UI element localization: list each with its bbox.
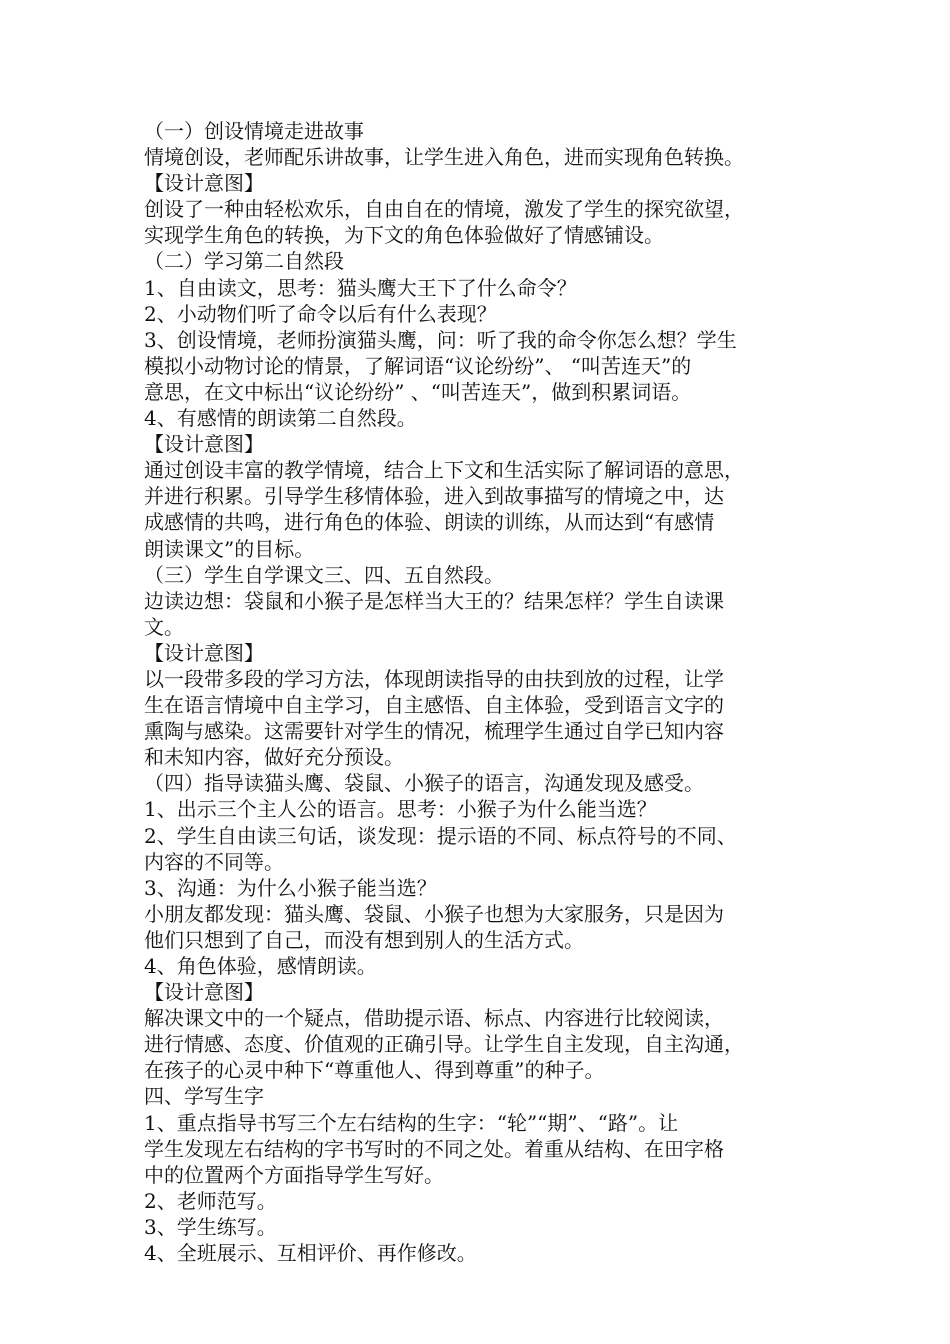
list-item: 4、角色体验，感情朗读。 bbox=[144, 954, 377, 978]
section-heading: （一）创设情境走进故事 bbox=[144, 119, 364, 143]
paragraph-line: 实现学生角色的转换，为下文的角色体验做好了情感铺设。 bbox=[144, 223, 664, 248]
list-item: 2、学生自由读三句话，谈发现：提示语的不同、标点符号的不同、 bbox=[144, 823, 737, 848]
section-heading: （二）学习第二自然段 bbox=[144, 249, 344, 274]
paragraph-line: 创设了一种由轻松欢乐，自由自在的情境，激发了学生的探究欲望， bbox=[144, 197, 744, 222]
paragraph-line: 以一段带多段的学习方法，体现朗读指导的由扶到放的过程，让学 bbox=[144, 666, 724, 691]
list-item: 2、老师范写。 bbox=[144, 1188, 277, 1213]
section-heading: （三）学生自学课文三、四、五自然段。 bbox=[144, 562, 504, 587]
paragraph-line: 并进行积累。引导学生移情体验，进入到故事描写的情境之中，达 bbox=[144, 484, 724, 509]
paragraph-line: 进行情感、态度、价值观的正确引导。让学生自主发现，自主沟通， bbox=[144, 1032, 744, 1057]
paragraph-line: 学生发现左右结构的字书写时的不同之处。着重从结构、在田字格 bbox=[144, 1136, 724, 1161]
list-item: 4、有感情的朗读第二自然段。 bbox=[144, 406, 417, 431]
paragraph-line: 中的位置两个方面指导学生写好。 bbox=[144, 1162, 444, 1187]
paragraph-line: 情境创设，老师配乐讲故事，让学生进入角色，进而实现角色转换。 bbox=[144, 145, 744, 170]
paragraph-line: 文。 bbox=[144, 614, 184, 639]
list-item: 1、重点指导书写三个左右结构的生字：“轮”“期”、“路”。让 bbox=[144, 1110, 679, 1135]
design-intent-heading: 【设计意图】 bbox=[144, 171, 264, 196]
paragraph-line: 在孩子的心灵中种下“尊重他人、得到尊重”的种子。 bbox=[144, 1058, 605, 1083]
paragraph-line: 和未知内容，做好充分预设。 bbox=[144, 745, 404, 770]
list-item: 3、创设情境，老师扮演猫头鹰，问：听了我的命令你怎么想？学生 bbox=[144, 327, 737, 352]
paragraph-line: 朗读课文”的目标。 bbox=[144, 536, 315, 561]
document-body bbox=[144, 118, 820, 1266]
paragraph-line: 成感情的共鸣，进行角色的体验、朗读的训练，从而达到“有感情 bbox=[144, 510, 715, 535]
section-heading: （四）指导读猫头鹰、袋鼠、小猴子的语言，沟通发现及感受。 bbox=[144, 771, 704, 796]
design-intent-heading: 【设计意图】 bbox=[144, 640, 264, 665]
paragraph-line: 解决课文中的一个疑点，借助提示语、标点、内容进行比较阅读， bbox=[144, 1006, 724, 1031]
list-item: 3、学生练写。 bbox=[144, 1214, 277, 1239]
paragraph-line: 内容的不同等。 bbox=[144, 849, 284, 874]
paragraph-line: 熏陶与感染。这需要针对学生的情况，梳理学生通过自学已知内容 bbox=[144, 719, 724, 744]
design-intent-heading: 【设计意图】 bbox=[144, 980, 264, 1005]
section-heading: 四、学写生字 bbox=[144, 1084, 264, 1109]
list-item: 2、小动物们听了命令以后有什么表现？ bbox=[144, 301, 497, 326]
paragraph-line: 小朋友都发现：猫头鹰、袋鼠、小猴子也想为大家服务，只是因为 bbox=[144, 901, 724, 926]
list-item: 1、出示三个主人公的语言。思考：小猴子为什么能当选？ bbox=[144, 797, 657, 822]
list-item: 3、沟通：为什么小猴子能当选？ bbox=[144, 875, 437, 900]
design-intent-heading: 【设计意图】 bbox=[144, 432, 264, 457]
paragraph-line: 生在语言情境中自主学习，自主感悟、自主体验，受到语言文字的 bbox=[144, 693, 724, 718]
paragraph-line: 边读边想：袋鼠和小猴子是怎样当大王的？结果怎样？学生自读课 bbox=[144, 588, 724, 613]
paragraph-line: 通过创设丰富的教学情境，结合上下文和生活实际了解词语的意思， bbox=[144, 458, 744, 483]
list-item: 4、全班展示、互相评价、再作修改。 bbox=[144, 1241, 477, 1266]
paragraph-line: 他们只想到了自己，而没有想到别人的生活方式。 bbox=[144, 927, 584, 952]
paragraph-line: 意思，在文中标出“议论纷纷” 、“叫苦连天”，做到积累词语。 bbox=[144, 379, 692, 404]
list-item: 1、自由读文，思考：猫头鹰大王下了什么命令？ bbox=[144, 275, 577, 300]
paragraph-line: 模拟小动物讨论的情景，了解词语“议论纷纷”、 “叫苦连天”的 bbox=[144, 353, 692, 378]
